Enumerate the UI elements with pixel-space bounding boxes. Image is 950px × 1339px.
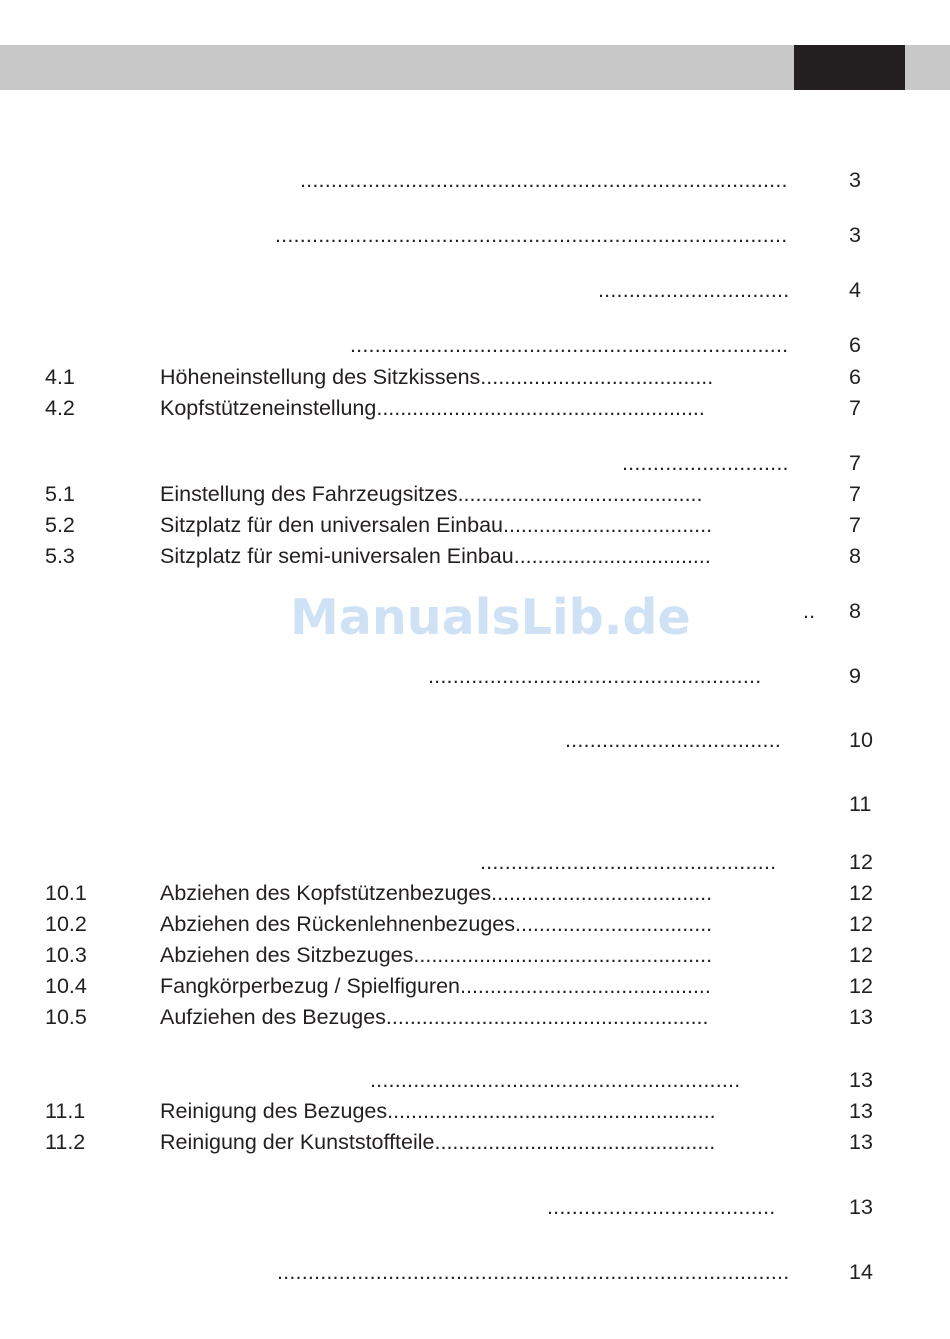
toc-entry[interactable] bbox=[0, 541, 950, 571]
toc-title: Einstellung des Fahrzeugsitzes......................................... bbox=[160, 482, 703, 506]
toc-leader: ..................................... bbox=[491, 881, 713, 905]
toc-title: Reinigung der Kunststoffteile............................................... bbox=[160, 1130, 716, 1154]
toc-entry[interactable] bbox=[0, 448, 950, 478]
toc-entry[interactable] bbox=[0, 393, 950, 423]
toc-section-number: 10.4 bbox=[45, 974, 87, 998]
toc-page-number: 6 bbox=[849, 365, 861, 389]
toc-page-number: 12 bbox=[849, 912, 873, 936]
toc-entry[interactable] bbox=[0, 1257, 950, 1287]
toc-leader: ........................... bbox=[622, 451, 789, 475]
toc-page-number: 3 bbox=[849, 223, 861, 247]
toc-entry[interactable] bbox=[0, 220, 950, 250]
toc-leader: ...................................................... bbox=[385, 1005, 709, 1029]
toc-leader: .................................................. bbox=[413, 943, 713, 967]
toc-leader: ............................................................................... bbox=[300, 168, 788, 192]
toc-leader: ............................................................ bbox=[370, 1068, 741, 1092]
toc-page-number: 8 bbox=[849, 599, 861, 623]
toc-leader: ....................................................... bbox=[387, 1099, 716, 1123]
toc-title: Sitzplatz für den universalen Einbau................................... bbox=[160, 513, 713, 537]
toc-leader: ............................... bbox=[598, 278, 790, 302]
toc-page-number: 4 bbox=[849, 278, 861, 302]
toc-page-number: 7 bbox=[849, 451, 861, 475]
toc-entry[interactable] bbox=[0, 909, 950, 939]
toc-page-number: 13 bbox=[849, 1195, 873, 1219]
toc-entry[interactable] bbox=[0, 165, 950, 195]
toc-entry[interactable] bbox=[0, 1065, 950, 1095]
toc-entry[interactable] bbox=[0, 878, 950, 908]
toc-entry[interactable] bbox=[0, 1002, 950, 1032]
toc-title: Sitzplatz für semi-universalen Einbau................................. bbox=[160, 544, 711, 568]
toc-entry[interactable] bbox=[0, 362, 950, 392]
toc-page-number: 7 bbox=[849, 396, 861, 420]
toc-entry[interactable] bbox=[0, 275, 950, 305]
toc-page-number: 9 bbox=[849, 664, 861, 688]
toc-title: Höheneinstellung des Sitzkissens....................................... bbox=[160, 365, 714, 389]
toc-entry[interactable] bbox=[0, 479, 950, 509]
toc-page-number: 13 bbox=[849, 1130, 873, 1154]
toc-entry[interactable] bbox=[0, 1127, 950, 1157]
toc-title: Abziehen des Rückenlehnenbezuges................................. bbox=[160, 912, 713, 936]
toc-section-number: 10.3 bbox=[45, 943, 87, 967]
toc-entry[interactable] bbox=[0, 661, 950, 691]
toc-leader: ................................... bbox=[565, 728, 782, 752]
toc-section-number: 5.3 bbox=[45, 544, 75, 568]
header-page-tab bbox=[794, 45, 905, 90]
toc-page-number: 12 bbox=[849, 974, 873, 998]
toc-page-number: 6 bbox=[849, 333, 861, 357]
toc-leader: ................................................ bbox=[480, 850, 777, 874]
toc-leader: ................................. bbox=[515, 912, 713, 936]
toc-title: Abziehen des Kopfstützenbezuges..................................... bbox=[160, 881, 713, 905]
toc-entry[interactable] bbox=[0, 725, 950, 755]
toc-leader: ................................................................................... bbox=[275, 223, 788, 247]
toc-page-number: 10 bbox=[849, 728, 873, 752]
toc-page-number: 13 bbox=[849, 1099, 873, 1123]
toc-page-number: 7 bbox=[849, 482, 861, 506]
toc-page-number: 13 bbox=[849, 1068, 873, 1092]
toc-entry[interactable] bbox=[0, 596, 950, 626]
toc-page-number: 7 bbox=[849, 513, 861, 537]
toc-page-number: 12 bbox=[849, 943, 873, 967]
toc-leader: ......................................... bbox=[457, 482, 703, 506]
toc-leader: ............................................... bbox=[434, 1130, 716, 1154]
toc-section-number: 4.2 bbox=[45, 396, 75, 420]
toc-entry[interactable] bbox=[0, 940, 950, 970]
toc-leader: ....................................... bbox=[480, 365, 714, 389]
toc-leader: ...................................................... bbox=[428, 664, 762, 688]
toc-entry[interactable] bbox=[0, 789, 950, 819]
toc-page-number: 14 bbox=[849, 1260, 873, 1284]
toc-title: Kopfstützeneinstellung....................................................... bbox=[160, 396, 705, 420]
toc-title: Aufziehen des Bezuges...................................................... bbox=[160, 1005, 709, 1029]
toc-leader: .......................................... bbox=[460, 974, 711, 998]
toc-leader: ................................... bbox=[503, 513, 713, 537]
watermark: ManualsLib.de bbox=[290, 589, 691, 646]
toc-entry[interactable] bbox=[0, 1192, 950, 1222]
toc-leader: ................................................................................... bbox=[277, 1260, 790, 1284]
toc-section-number: 10.1 bbox=[45, 881, 87, 905]
toc-section-number: 11.2 bbox=[45, 1130, 86, 1154]
toc-section-number: 11.1 bbox=[45, 1099, 86, 1123]
toc-entry[interactable] bbox=[0, 330, 950, 360]
toc-page-number: 11 bbox=[849, 792, 872, 816]
toc-page-number: 3 bbox=[849, 168, 861, 192]
toc-entry[interactable] bbox=[0, 971, 950, 1001]
toc-title: Reinigung des Bezuges....................................................... bbox=[160, 1099, 716, 1123]
toc-section-number: 5.1 bbox=[45, 482, 75, 506]
toc-section-number: 4.1 bbox=[45, 365, 75, 389]
toc-leader: ..................................... bbox=[547, 1195, 776, 1219]
toc-section-number: 5.2 bbox=[45, 513, 75, 537]
toc-title: Abziehen des Sitzbezuges.................................................. bbox=[160, 943, 713, 967]
toc-entry[interactable] bbox=[0, 1096, 950, 1126]
toc-page-number: 12 bbox=[849, 850, 873, 874]
toc-title: Fangkörperbezug / Spielfiguren.......................................... bbox=[160, 974, 711, 998]
toc-section-number: 10.2 bbox=[45, 912, 87, 936]
toc-entry[interactable] bbox=[0, 510, 950, 540]
toc-leader: .. bbox=[803, 599, 816, 623]
toc-page-number: 13 bbox=[849, 1005, 873, 1029]
toc-leader: ....................................................... bbox=[376, 396, 705, 420]
toc-entry[interactable] bbox=[0, 847, 950, 877]
toc-section-number: 10.5 bbox=[45, 1005, 87, 1029]
toc-page-number: 8 bbox=[849, 544, 861, 568]
toc-leader: ................................. bbox=[513, 544, 711, 568]
toc-page-number: 12 bbox=[849, 881, 873, 905]
toc-leader: ....................................................................... bbox=[350, 333, 789, 357]
